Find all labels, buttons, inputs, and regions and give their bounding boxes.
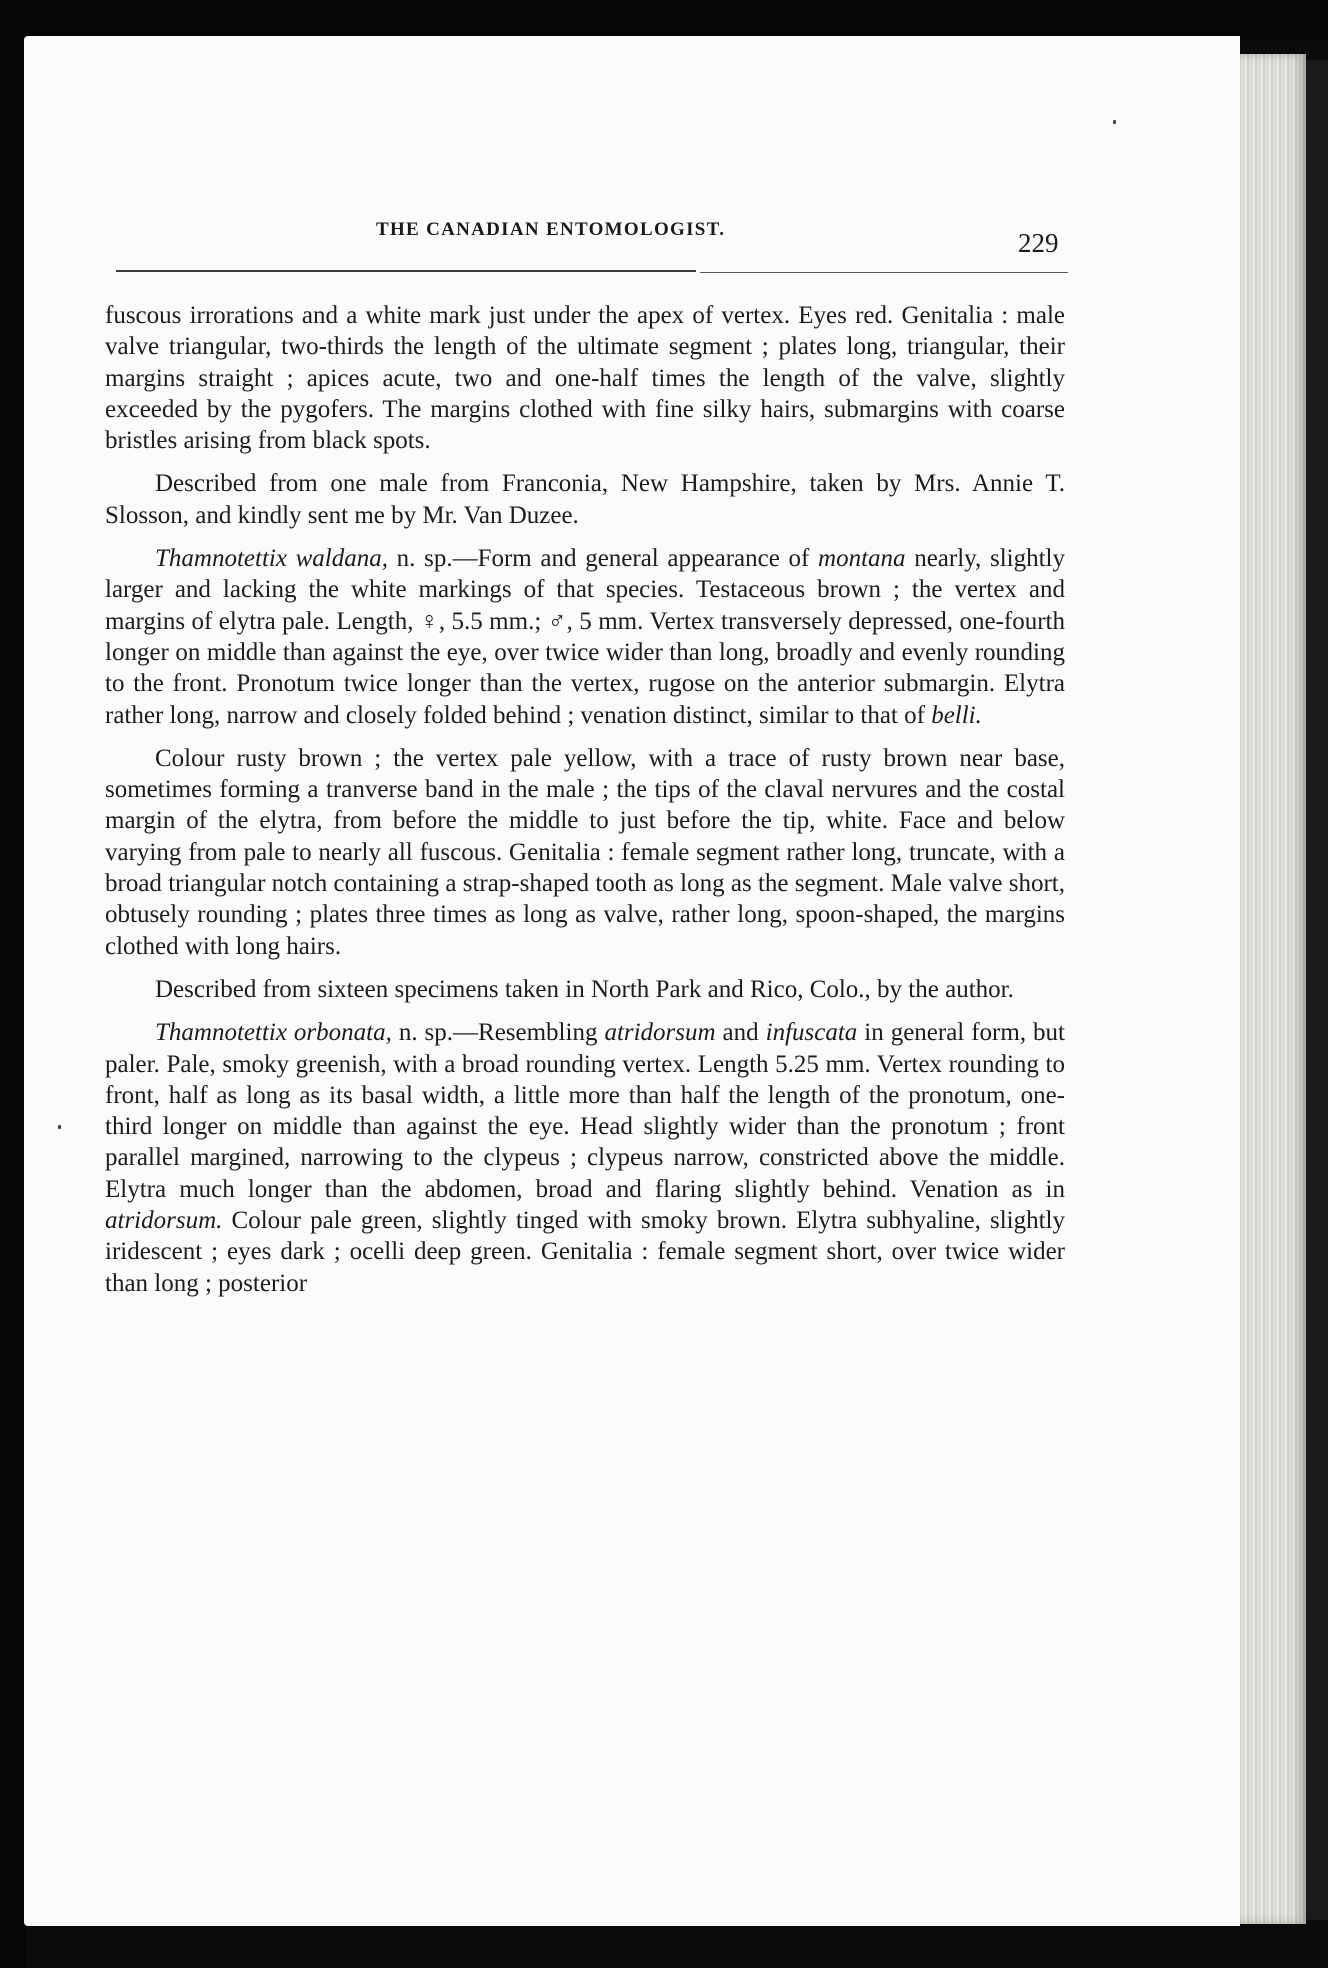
italic-term: belli.	[931, 701, 982, 729]
text-run: Described from one male from Franconia, New Hampshire, taken by Mrs. Annie T. Slosson, and kindly sent me by Mr. Van Duzee.	[105, 470, 1065, 529]
page-stack-edge	[1236, 54, 1306, 1924]
header-rule-left	[116, 270, 696, 272]
text-run: n. sp.—Form and general appearance of	[387, 545, 819, 573]
paragraph	[105, 974, 1065, 1005]
scan-speck	[1113, 120, 1116, 124]
paragraph	[105, 743, 1065, 962]
text-run: fuscous irrorations and a white mark just under the apex of vertex. Eyes red. Genitalia : male valve triangular, two-thirds the length of the ultimate segment ; plates long, triangular, their margins straight ; apices acute, two and one-half times the length of the valve, slightly exceeded by the pygofers. The margins clothed with fine silky hairs, submargins with coarse bristles arising from black spots.	[105, 302, 1065, 455]
text-run: in general form, but paler. Pale, smoky greenish, with a broad rounding vertex. Length 5.25 mm. Vertex rounding to front, half as long as its basal width, a little more than half the length of the pronotum, one-third longer on middle than against the eye. Head slightly wider than the pronotum ; front parallel margined, narrowing to the clypeus ; clypeus narrow, constricted above the middle. Elytra much longer than the abdomen, broad and flaring slightly behind. Venation as in	[105, 1019, 1065, 1203]
italic-term: montana	[818, 545, 906, 573]
page-number: 229	[1018, 228, 1059, 258]
running-header: THE CANADIAN ENTOMOLOGIST.	[376, 219, 726, 240]
paragraph	[105, 300, 1065, 456]
italic-term: Thamnotettix waldana,	[155, 545, 388, 573]
paragraph	[105, 468, 1065, 531]
text-run: n. sp.—Resembling	[391, 1019, 605, 1047]
italic-term: Thamnotettix orbonata,	[155, 1019, 392, 1047]
italic-term: atridorsum.	[105, 1207, 223, 1235]
text-run: Described from sixteen specimens taken in North Park and Rico, Colo., by the author.	[155, 975, 1014, 1003]
scan-border-left	[0, 0, 26, 1968]
text-run: Colour rusty brown ; the vertex pale yellow, with a trace of rusty brown near base, sometimes forming a tranverse band in the male ; the tips of the claval nervures and the costal margin of the elytra, from before the middle to just before the tip, white. Face and below varying from pale to nearly all fuscous. Genitalia : female segment rather long, truncate, with a broad triangular notch containing a strap-shaped tooth as long as the segment. Male valve short, obtusely rounding ; plates three times as long as valve, rather long, spoon-shaped, the margins clothed with long hairs.	[105, 744, 1065, 960]
paragraph	[105, 1017, 1065, 1299]
article-body	[105, 300, 1065, 1311]
italic-term: atridorsum	[604, 1019, 716, 1047]
scan-border-top	[0, 0, 1328, 40]
text-run: Colour pale green, slightly tinged with smoky brown. Elytra subhyaline, slightly iridescent ; eyes dark ; ocelli deep green. Genitalia : female segment short, over twice wider than long ; posterior	[105, 1207, 1065, 1297]
italic-term: infuscata	[765, 1019, 858, 1047]
text-run: nearly, slightly larger and lacking the white markings of that species. Testaceous brown ; the vertex and margins of elytra pale. Length, ♀, 5.5 mm.; ♂, 5 mm. Vertex transversely depressed, one-fourth longer on middle than against the eye, over twice wider than long, broadly and evenly rounding to the front. Pronotum twice longer than the vertex, rugose on the anterior submargin. Elytra rather long, narrow and closely folded behind ; venation distinct, similar to that of	[105, 545, 1065, 729]
paragraph	[105, 543, 1065, 731]
scan-border-right	[1306, 60, 1328, 1920]
scan-speck	[58, 1125, 61, 1129]
text-run: and	[715, 1019, 766, 1047]
header-rule-right	[700, 272, 1068, 273]
